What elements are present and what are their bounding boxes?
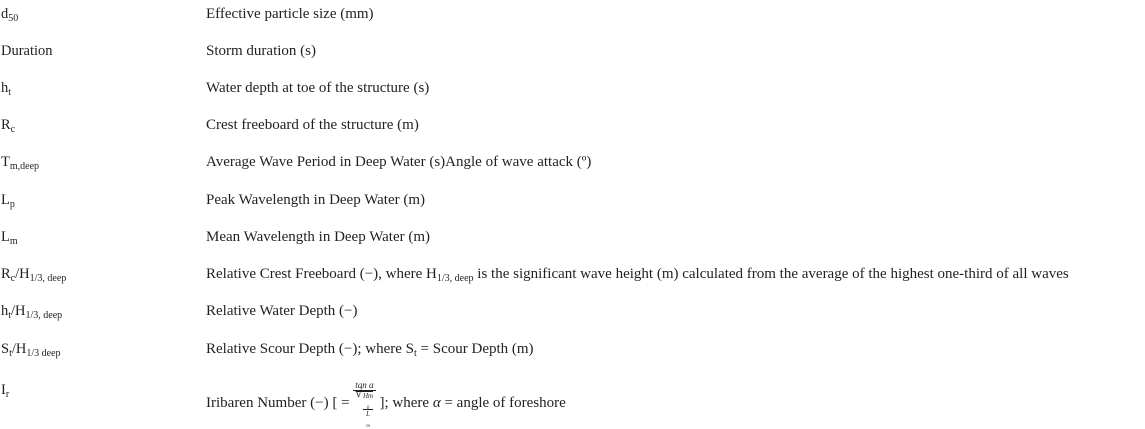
description-cell: Effective particle size (mm)	[206, 6, 374, 22]
table-row	[0, 376, 1145, 429]
description-cell: Iribaren Number (−) [ = tan α √ Hm $_0$ L $_m$ ]; where α = angle of foreshore	[206, 380, 566, 427]
description-cell: Peak Wavelength in Deep Water (m)	[206, 192, 426, 208]
symbol-cell: $h_t$	[1, 80, 12, 98]
table-row	[0, 229, 1145, 266]
table-row	[0, 43, 1145, 80]
symbol-cell: $I_r$	[1, 382, 10, 400]
description-cell: Average Wave Period in Deep Water (s)Angle of wave attack (º)	[206, 154, 592, 170]
description-cell: Water depth at toe of the structure (s)	[206, 80, 430, 96]
symbol-cell: $T_{m,deep}$	[1, 154, 40, 172]
description-cell: Storm duration (s)	[206, 43, 316, 59]
table-row	[0, 341, 1145, 378]
description-cell: Mean Wavelength in Deep Water (m)	[206, 229, 431, 245]
symbol-cell: $d_{50}$	[1, 6, 19, 24]
table-row	[0, 154, 1145, 191]
table-row	[0, 266, 1145, 303]
symbol-cell: $R_c$	[1, 117, 16, 135]
symbol-cell: Duration	[1, 43, 53, 59]
description-cell: Relative Crest Freeboard (−), where $H_{1/3, deep}$ is the significant wave height (m) calculated from the average of the highest one-third of all waves	[206, 266, 1069, 284]
description-cell: Relative Water Depth (−)	[206, 303, 358, 319]
iribarren-formula: tan α √ Hm $_0$ L $_m$	[353, 380, 375, 427]
table-row	[0, 192, 1145, 229]
description-cell: Crest freeboard of the structure (m)	[206, 117, 419, 133]
symbol-cell: $S_t/H_{1/3 deep}$	[1, 341, 61, 359]
description-cell: Relative Scour Depth (−); where $S_t$ = Scour Depth (m)	[206, 341, 534, 359]
symbol-cell: $L_m$	[1, 229, 18, 247]
table-row	[0, 6, 1145, 43]
table-row	[0, 117, 1145, 154]
symbol-cell: $h_t/H_{1/3, deep}$	[1, 303, 63, 321]
symbol-cell: $L_p$	[1, 192, 15, 210]
table-row	[0, 80, 1145, 117]
table-row	[0, 303, 1145, 340]
symbol-cell: $R_c/H_{1/3, deep}$	[1, 266, 67, 284]
